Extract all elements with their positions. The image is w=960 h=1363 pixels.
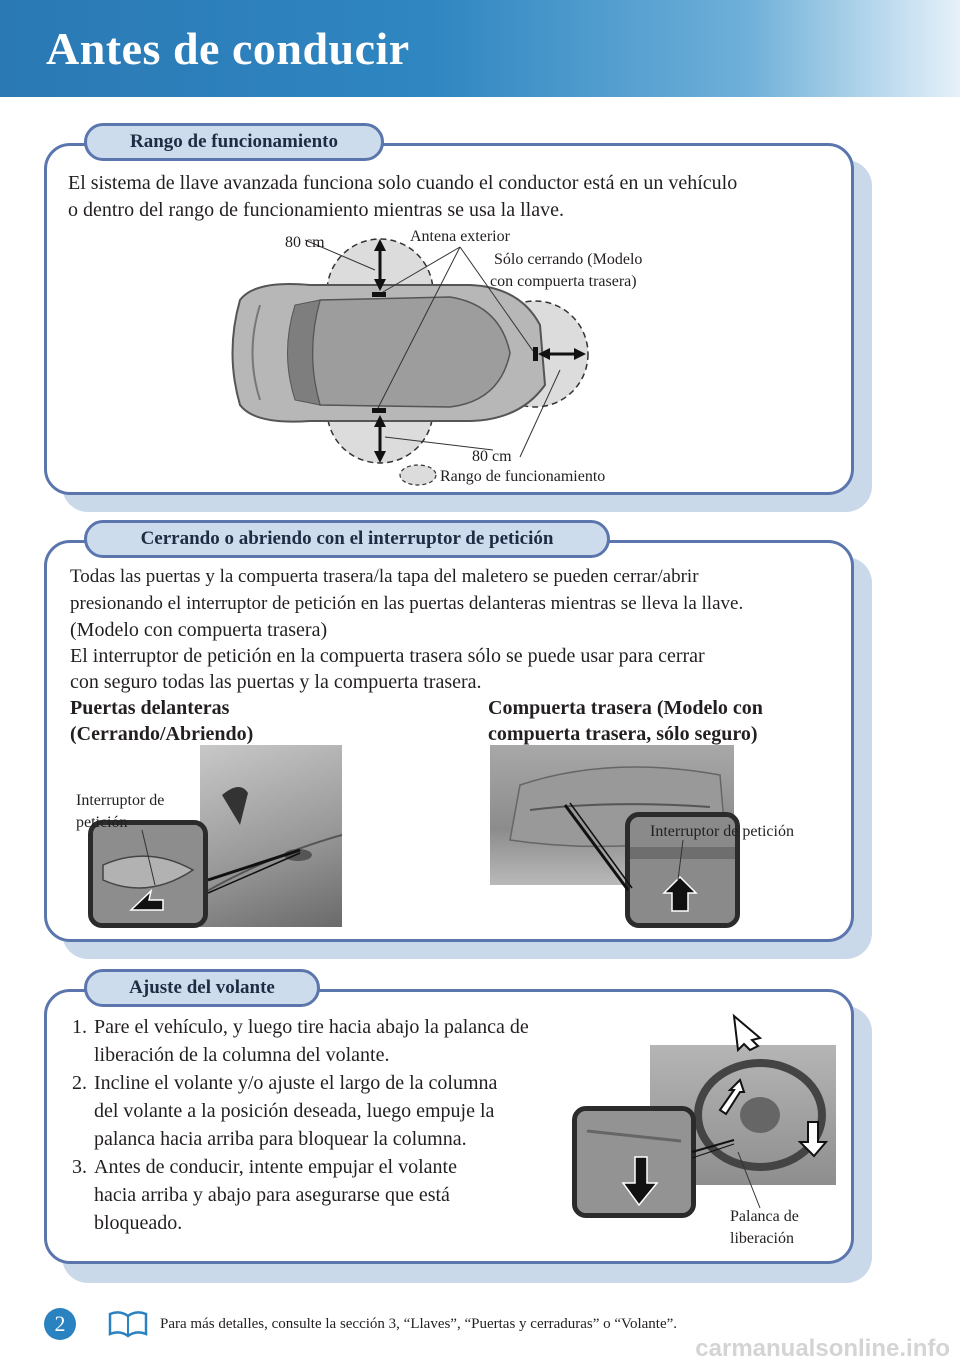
step-3: 3. Antes de conducir, intente empujar el volante hacia arriba y abajo para asegurarse que está bloqueado.	[72, 1156, 457, 1234]
section2-line4: El interruptor de petición en la compuerta trasera sólo se puede usar para cerrar	[70, 645, 705, 667]
section2-line1: Todas las puertas y la compuerta trasera/la tapa del maletero se pueden cerrar/abrir	[70, 566, 699, 587]
footer-note: Para más detalles, consulte la sección 3, “Llaves”, “Puertas y cerraduras” o “Volante”.	[160, 1316, 678, 1332]
page-number: 2	[44, 1308, 76, 1340]
book-icon	[106, 1308, 150, 1340]
section1-tab: Rango de funcionamiento	[84, 123, 384, 161]
label-antenna: Antena exterior	[410, 228, 510, 245]
liftgate-heading-1: Compuerta trasera (Modelo con	[488, 697, 763, 719]
range-legend-swatch	[400, 465, 436, 485]
section2-tab: Cerrando o abriendo con el interruptor de petición	[84, 520, 610, 558]
label-lock-only-2: con compuerta trasera)	[490, 273, 637, 290]
tilt-arrow-icon	[734, 1016, 760, 1050]
liftgate-leaders	[560, 800, 690, 900]
antenna-top	[372, 292, 386, 297]
lever-label-1: Palanca de	[730, 1208, 799, 1225]
lever-inset	[572, 1106, 696, 1218]
car-roof	[313, 297, 511, 407]
antenna-rear	[533, 347, 538, 361]
liftgate-heading-2: compuerta trasera, sólo seguro)	[488, 723, 758, 745]
liftgate-switch-label: Interruptor de petición	[650, 823, 794, 840]
label-lock-only-1: Sólo cerrando (Modelo	[494, 251, 643, 268]
step-2: 2. Incline el volante y/o ajuste el largo de la columna del volante a la posición deseada, luego empuje la palanca hacia arriba para bloquear la columna.	[72, 1072, 498, 1150]
down-arrow-icon	[800, 1122, 826, 1156]
section1-text-line2: o dentro del rango de funcionamiento mientras se usa la llave.	[68, 199, 564, 221]
front-doors-heading-1: Puertas delanteras	[70, 697, 230, 719]
section1-text-line1: El sistema de llave avanzada funciona solo cuando el conductor está en un vehículo	[68, 172, 738, 194]
lever-label-2: liberación	[730, 1230, 794, 1247]
watermark: carmanualsonline.info	[695, 1335, 950, 1362]
antenna-bottom	[372, 408, 386, 413]
front-switch-label-1: Interruptor de	[76, 792, 165, 809]
section2-line2: presionando el interruptor de petición en las puertas delanteras mientras se lleva la llave.	[70, 593, 744, 614]
page-title: Antes de conducir	[46, 23, 410, 74]
label-range: Rango de funcionamiento	[440, 468, 606, 485]
front-doors-heading-2: (Cerrando/Abriendo)	[70, 723, 254, 745]
section3-tab: Ajuste del volante	[84, 969, 320, 1007]
telescope-arrow-icon	[720, 1080, 744, 1114]
label-80cm-bottom: 80 cm	[472, 448, 512, 465]
section2-line3: (Modelo con compuerta trasera)	[70, 619, 328, 641]
section2-line5: con seguro todas las puertas y la compuerta trasera.	[70, 671, 482, 693]
front-door-leaders	[130, 825, 320, 905]
front-switch-label-2: petición	[76, 814, 128, 831]
step-1: 1. Pare el vehículo, y luego tire hacia abajo la palanca de liberación de la columna del volante.	[72, 1016, 529, 1066]
label-80cm-top: 80 cm	[285, 234, 325, 251]
